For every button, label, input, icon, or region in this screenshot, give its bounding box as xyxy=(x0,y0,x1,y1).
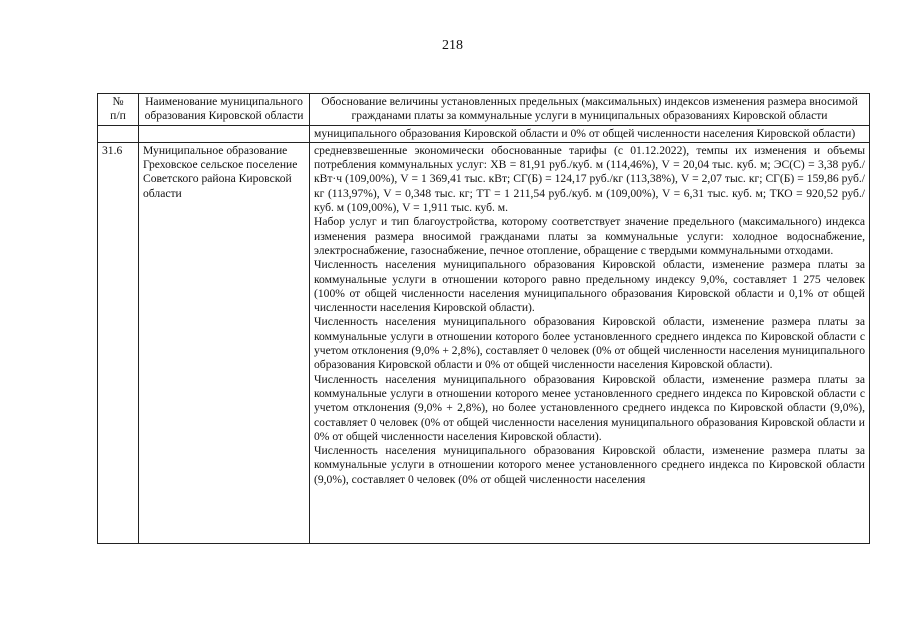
paragraph-population-between: Численность населения муниципального образования Кировской области, изменение размера платы за коммунальные услуги в отношении которого менее установленного среднего индекса по Кировской области с учетом отклонения (9,0% + 2,8%), но более установленного среднего индекса по Кировской области (9,0%), составляет 0 человек (0% от общей численности населения муниципального образования Кировской области и 0% от общей численности населения Кировской области). xyxy=(314,372,865,443)
header-number: № п/п xyxy=(98,94,139,126)
page-number: 218 xyxy=(442,38,463,53)
paragraph-tariffs: средневзвешенные экономически обоснованные тарифы (с 01.12.2022), темпы их изменения и объемы потребления коммунальных услуг: ХВ = 81,91 руб./куб. м (114,46%), V = 20,04 тыс. куб. м; ЭС(С) = 3,38 руб./кВт·ч (109,00%), V = 1 369,41 тыс. кВт; СГ(Б) = 124,17 руб./кг (113,38%), V = 2,07 тыс. кг; СГ(Б) = 159,86 руб./кг (113,97%), V = 0,348 тыс. кг; ТТ = 1 211,54 руб./куб. м (109,00%), V = 6,31 тыс. куб. м; ТКО = 920,52 руб./куб. м (109,00%), V = 1,911 тыс. куб. м. xyxy=(314,143,865,215)
paragraph-service-set: Набор услуг и тип благоустройства, которому соответствует значение предельного (максимального) индекса изменения размера вносимой гражданами платы за коммунальные услуги: холодное водоснабжение, электроснабжение, газоснабжение, печное отопление, обращение с твердыми коммунальными отходами. xyxy=(314,215,865,257)
continuation-number-cell xyxy=(98,125,139,142)
continuation-text: муниципального образования Кировской области и 0% от общей численности населения Кировской области) xyxy=(310,125,870,142)
row-justification-clip xyxy=(314,144,865,542)
table-header-row xyxy=(98,94,870,126)
row-justification xyxy=(310,142,870,543)
table-row-continuation xyxy=(98,125,870,142)
paragraph-population-below: Численность населения муниципального образования Кировской области, изменение размера платы за коммунальные услуги в отношении которого менее установленного среднего индекса по Кировской области (9,0%), составляет 0 человек (0% от общей численности населения xyxy=(314,444,865,486)
header-municipality-name: Наименование муниципального образования Кировской области xyxy=(139,94,310,126)
paragraph-population-equal: Численность населения муниципального образования Кировской области, изменение размера платы за коммунальные услуги в отношении которого равно предельному индексу 9,0%, составляет 1 275 человек (100% от общей численности населения муниципального образования Кировской области и 0,1% от общей численности населения Кировской области). xyxy=(314,258,865,315)
paragraph-population-above: Численность населения муниципального образования Кировской области, изменение размера платы за коммунальные услуги в отношении которого более установленного среднего индекса по Кировской области с учетом отклонения (9,0% + 2,8%), составляет 0 человек (0% от общей численности населения муниципального образования Кировской области и 0% от общей численности населения Кировской области). xyxy=(314,315,865,372)
row-municipality-name: Муниципальное образование Греховское сельское поселение Советского района Кировской области xyxy=(139,142,310,543)
row-number: 31.6 xyxy=(98,142,139,543)
continuation-name-cell xyxy=(139,125,310,142)
table-row xyxy=(98,142,870,543)
header-justification: Обоснование величины установленных предельных (максимальных) индексов изменения размера вносимой гражданами платы за коммунальные услуги в муниципальных образованиях Кировской области xyxy=(310,94,870,126)
tariff-table xyxy=(97,93,870,544)
